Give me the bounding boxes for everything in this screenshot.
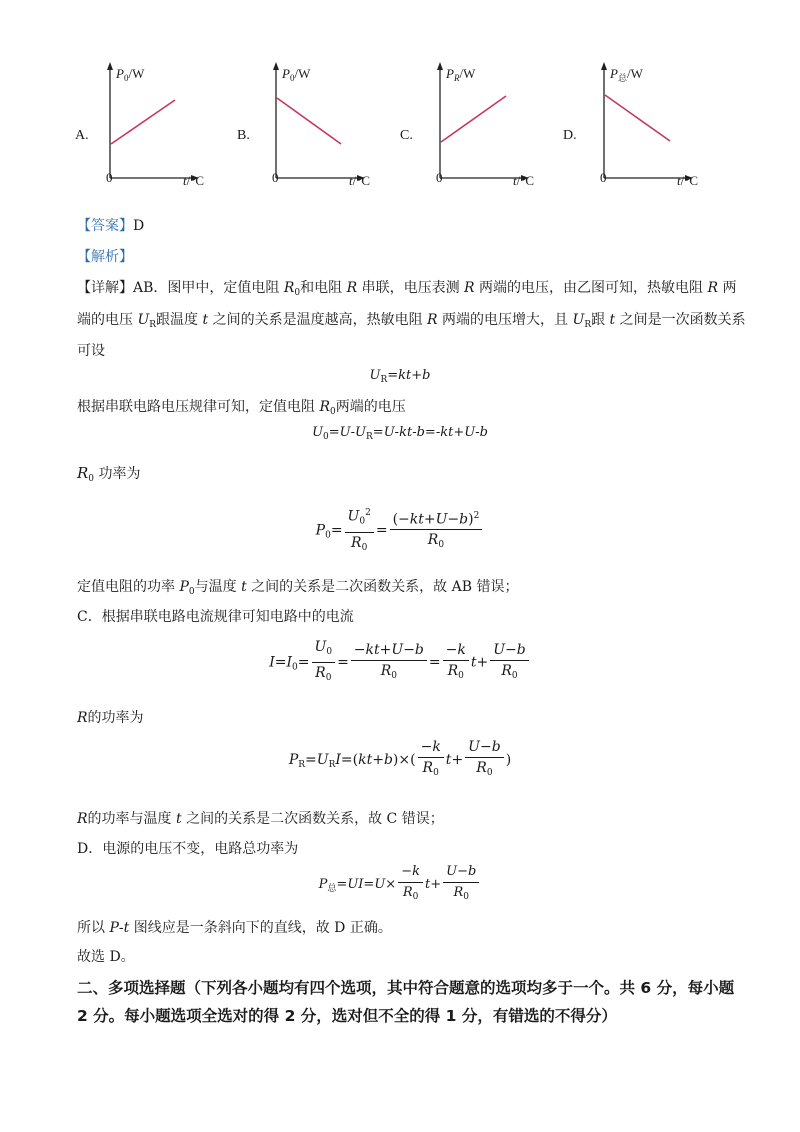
graph-b-xlabel: t/°C bbox=[349, 173, 371, 188]
graph-b-ylabel: $P_0/W$ bbox=[282, 66, 311, 83]
graph-c-origin: 0 bbox=[436, 170, 443, 185]
equation-pr: $P_R=U_RI=(kt+b)\times$( $\frac{-k}{R_0}$ t+ $\frac{U-b}{R_0}$ ) bbox=[288, 739, 512, 778]
detail-line-8: R的功率为 bbox=[77, 710, 144, 726]
graph-c-trend-line bbox=[441, 96, 506, 142]
graph-b-trend-line bbox=[277, 98, 341, 144]
analysis-label-line bbox=[77, 247, 133, 267]
detail-line-12: 故选 D。 bbox=[77, 949, 135, 965]
detail-line-2: 端的电压 $U_R$跟温度 t 之间的关系是温度越高，热敏电阻 R 两端的电压增大，且 $U_R$跟 t 之间是一次函数关系 bbox=[77, 312, 746, 330]
detail-line-11: 所以 P-t 图线应是一条斜向下的直线，故 D 正确。 bbox=[77, 920, 392, 936]
option-d-label: D. bbox=[563, 128, 577, 143]
graph-c bbox=[428, 60, 568, 195]
answer-value: D bbox=[133, 218, 145, 234]
detail-line-9: R的功率与温度 t 之间的关系是二次函数关系，故 C 错误； bbox=[77, 811, 444, 827]
graph-b-origin: 0 bbox=[272, 170, 279, 185]
graph-a bbox=[98, 60, 238, 195]
option-a-label: A. bbox=[75, 128, 89, 143]
detail-label: 【详解】 bbox=[77, 280, 133, 296]
graph-c-xlabel: t/°C bbox=[513, 173, 535, 188]
detail-line-6: 定值电阻的功率 $P_0$与温度 t 之间的关系是二次函数关系，故 AB 错误； bbox=[77, 579, 519, 597]
detail-line-4: 根据串联电路电压规律可知，定值电阻 $R_0$两端的电压 bbox=[77, 399, 406, 417]
graph-d-ylabel: $P_总/W$ bbox=[610, 66, 643, 83]
detail-line-3: 可设 bbox=[77, 343, 105, 359]
detail-line-1: 【详解】AB．图甲中，定值电阻 $R_0$和电阻 R 串联，电压表测 R 两端的电压，由乙图可知，热敏电阻 R 两 bbox=[77, 280, 737, 298]
graph-b bbox=[264, 60, 404, 195]
section-title: 二、多项选择题（下列各小题均有四个选项，其中符合题意的选项均多于一个。共 6 分，每小题 2 分。每小题选项全选对的得 2 分，选对但不全的得 1 分，有错选的不得分） bbox=[77, 979, 735, 1025]
answer-line bbox=[77, 216, 144, 236]
graph-a-ylabel: $P_0/W$ bbox=[116, 66, 145, 83]
graph-a-xlabel: t/°C bbox=[183, 173, 205, 188]
detail-line-7: C．根据串联电路电流规律可知电路中的电流 bbox=[77, 609, 354, 625]
equation-u0: $U_0=U-U_R=U-kt-b=-kt+U-b$ bbox=[312, 425, 488, 442]
option-b-label: B. bbox=[237, 128, 250, 143]
detail-line-5: $R_0$ 功率为 bbox=[77, 464, 141, 484]
graph-d-origin: 0 bbox=[600, 170, 607, 185]
graph-a-trend-line bbox=[111, 100, 175, 144]
analysis-label: 【解析】 bbox=[77, 249, 133, 265]
option-c-label: C. bbox=[400, 128, 413, 143]
equation-ur: $U_R=kt+b$ bbox=[369, 368, 431, 385]
graph-d-xlabel: t/°C bbox=[677, 173, 699, 188]
graph-d-trend-line bbox=[605, 95, 670, 141]
graph-c-ylabel: $P_R/W$ bbox=[446, 66, 476, 83]
graph-d bbox=[592, 60, 732, 195]
equation-ptotal: $P_总=UI=U\times$ $\frac{-k}{R_0}$ t+ $\frac{U-b}{R_0}$ bbox=[0, 863, 800, 906]
detail-line-10: D．电源的电压不变，电路总功率为 bbox=[77, 841, 299, 857]
answer-label: 【答案】 bbox=[77, 218, 133, 234]
graph-a-origin: 0 bbox=[106, 170, 113, 185]
equation-current: $I=I_0=$ $\frac{U_0}{R_0}$ = $\frac{-kt+U-b}{R_0}$ = $\frac{-k}{R_0}$ t+ $\frac{U-b}{R_0}$ bbox=[0, 638, 800, 687]
equation-p0: $P_0=$ $\frac{U_0^2}{R_0}$ = $\frac{(-kt+U-b)^2}{R_0}$ bbox=[0, 504, 800, 557]
